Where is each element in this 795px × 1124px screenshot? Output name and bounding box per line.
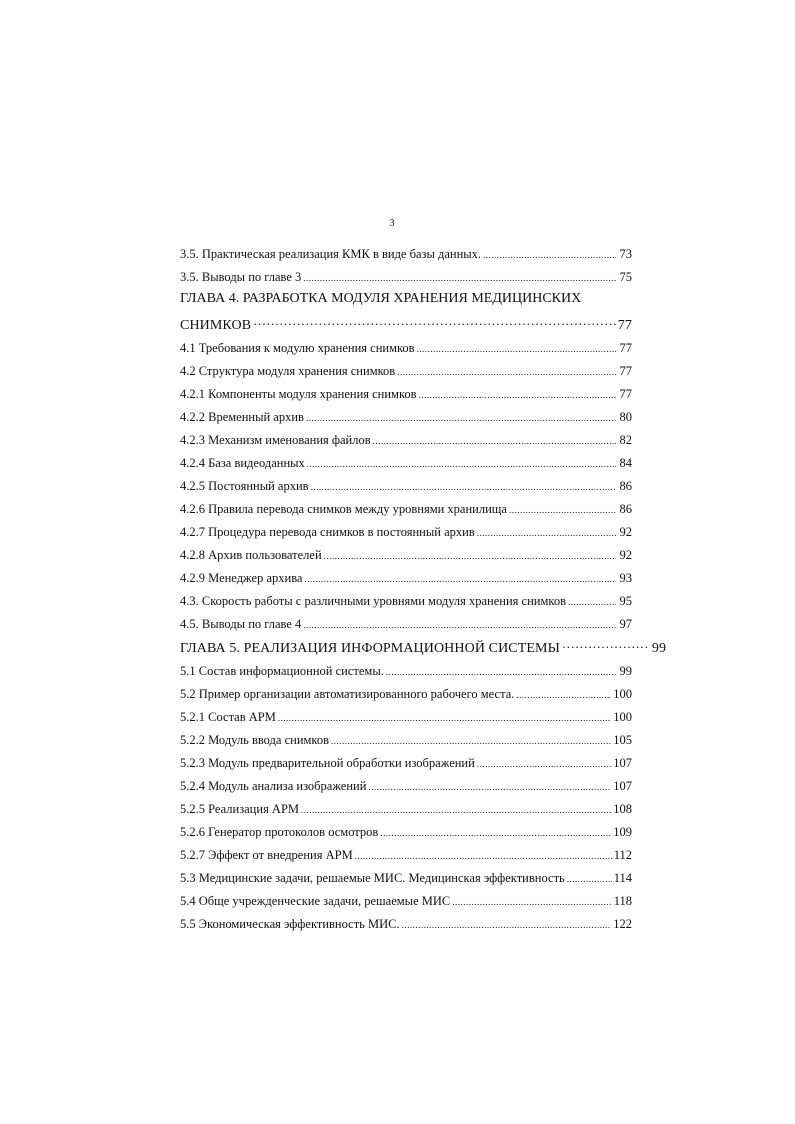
dot-leader	[324, 546, 616, 559]
toc-entry-5-2-6	[180, 823, 632, 846]
toc-entry-label: 5.4 Обще учрежденческие задачи, решаемые МИС	[180, 893, 451, 908]
page-number: 3	[389, 218, 395, 229]
dot-leader	[368, 777, 611, 790]
toc-entry-4-2-8	[180, 546, 632, 569]
toc-chapter-label: СНИМКОВ	[180, 318, 252, 333]
toc-entry-page: 97	[619, 616, 632, 631]
dot-leader	[477, 754, 611, 767]
toc-entry-5-2-5	[180, 800, 632, 823]
toc-entry-page: 80	[619, 409, 632, 424]
toc-entry-page: 99	[651, 641, 667, 656]
toc-chapter-4-heading	[180, 291, 632, 315]
toc-entry-page: 122	[613, 916, 632, 931]
dot-leader	[386, 662, 616, 675]
toc-chapter-4-heading-cont	[180, 315, 632, 339]
toc-entry-label: 4.2.8 Архив пользователей	[180, 547, 322, 562]
dot-leader	[477, 523, 616, 536]
toc-entry-label: 4.2.2 Временный архив	[180, 409, 304, 424]
toc-entry-4-2-5	[180, 477, 632, 500]
dot-leader	[306, 408, 616, 421]
toc-chapter-5-heading	[180, 638, 667, 662]
dot-leader	[483, 245, 616, 258]
toc-entry-4-1	[180, 339, 632, 362]
dot-leader	[452, 892, 611, 905]
toc-entry-page: 99	[619, 663, 632, 678]
toc-entry-label: 4.2.6 Правила перевода снимков между уровнями хранилища	[180, 501, 507, 516]
dot-leader	[311, 477, 616, 490]
toc-entry-page: 112	[613, 847, 632, 862]
toc-entry-label: 5.2.6 Генератор протоколов осмотров	[180, 824, 379, 839]
toc-entry-page: 100	[613, 709, 632, 724]
toc-entry-page: 114	[613, 870, 632, 885]
toc-entry-label: 5.1 Состав информационной системы.	[180, 663, 384, 678]
toc-entry-5-3	[180, 869, 632, 892]
dot-leader	[278, 708, 611, 721]
toc-entry-5-2-3	[180, 754, 632, 777]
toc-entry-4-2-1	[180, 385, 632, 408]
toc-entry-label: 4.5. Выводы по главе 4	[180, 616, 302, 631]
toc-entry-page: 77	[619, 340, 632, 355]
toc-entry-page: 92	[619, 524, 632, 539]
toc-entry-4-2-2	[180, 408, 632, 431]
toc-entry-page: 100	[613, 686, 632, 701]
toc-entry-4-2-4	[180, 454, 632, 477]
dot-leader	[509, 500, 616, 513]
toc-entry-3-5-conclusions	[180, 268, 632, 291]
toc-entry-label: 5.2.4 Модуль анализа изображений	[180, 778, 367, 793]
toc-entry-label: 5.2.1 Состав АРМ	[180, 709, 276, 724]
toc-entry-label: 5.2 Пример организации автоматизированного рабочего места.	[180, 686, 515, 701]
toc-entry-page: 77	[619, 386, 632, 401]
toc-entry-page: 75	[619, 269, 632, 284]
toc-entry-4-2-3	[180, 431, 632, 454]
toc-entry-4-2-6	[180, 500, 632, 523]
toc-entry-page: 84	[619, 455, 632, 470]
toc-entry-4-2-7	[180, 523, 632, 546]
dot-leader	[253, 315, 616, 329]
dot-leader	[567, 869, 612, 882]
toc-entry-page: 92	[619, 547, 632, 562]
table-of-contents	[180, 245, 667, 938]
dot-leader	[402, 915, 612, 928]
toc-entry-label: 5.2.3 Модуль предварительной обработки изображений	[180, 755, 475, 770]
toc-entry-page: 109	[613, 824, 632, 839]
toc-entry-label: 5.2.2 Модуль ввода снимков	[180, 732, 330, 747]
toc-entry-label: 4.2.9 Менеджер архива	[180, 570, 303, 585]
toc-entry-5-5	[180, 915, 632, 938]
toc-entry-page: 82	[619, 432, 632, 447]
toc-entry-5-1	[180, 662, 632, 685]
dot-leader	[562, 638, 650, 652]
dot-leader	[303, 615, 616, 628]
toc-entry-label: 4.2.7 Процедура перевода снимков в постоянный архив	[180, 524, 475, 539]
toc-entry-page: 86	[619, 478, 632, 493]
toc-entry-label: 4.1 Требования к модулю хранения снимков	[180, 340, 415, 355]
toc-entry-label: 4.2.5 Постоянный архив	[180, 478, 309, 493]
dot-leader	[331, 731, 611, 744]
toc-entry-4-5	[180, 615, 632, 638]
toc-entry-label: 5.2.5 Реализация АРМ	[180, 801, 300, 816]
toc-entry-label: 3.5. Выводы по главе 3	[180, 269, 302, 284]
toc-entry-5-2	[180, 685, 632, 708]
dot-leader	[516, 685, 611, 698]
toc-entry-5-4	[180, 892, 632, 915]
toc-entry-label: 4.2 Структура модуля хранения снимков	[180, 363, 396, 378]
toc-entry-page: 118	[613, 893, 632, 908]
dot-leader	[373, 431, 616, 444]
toc-entry-5-2-2	[180, 731, 632, 754]
toc-entry-page: 107	[613, 755, 632, 770]
dot-leader	[304, 569, 616, 582]
dot-leader	[397, 362, 616, 375]
toc-entry-4-2-9	[180, 569, 632, 592]
dot-leader	[568, 592, 616, 605]
dot-leader	[355, 846, 612, 859]
toc-entry-label: 5.5 Экономическая эффективность МИС.	[180, 916, 400, 931]
toc-entry-5-2-1	[180, 708, 632, 731]
toc-entry-label: 4.2.4 База видеоданных	[180, 455, 305, 470]
dot-leader	[419, 385, 616, 398]
toc-entry-page: 77	[617, 318, 632, 333]
dot-leader	[301, 800, 611, 813]
toc-entry-page: 95	[619, 593, 632, 608]
dot-leader	[380, 823, 611, 836]
toc-entry-4-2	[180, 362, 632, 385]
toc-entry-4-3	[180, 592, 632, 615]
toc-entry-page: 77	[619, 363, 632, 378]
toc-entry-page: 108	[613, 801, 632, 816]
toc-entry-5-2-7	[180, 846, 632, 869]
toc-entry-label: 3.5. Практическая реализация КМК в виде базы данных.	[180, 246, 482, 261]
toc-entry-label: 4.2.1 Компоненты модуля хранения снимков	[180, 386, 417, 401]
toc-chapter-label: ГЛАВА 5. РЕАЛИЗАЦИЯ ИНФОРМАЦИОННОЙ СИСТЕМЫ	[180, 641, 560, 656]
toc-entry-page: 86	[619, 501, 632, 516]
toc-entry-label: 5.3 Медицинские задачи, решаемые МИС. Медицинская эффективность	[180, 870, 565, 885]
toc-entry-page: 105	[613, 732, 632, 747]
dot-leader	[417, 339, 616, 352]
dot-leader	[303, 268, 616, 281]
toc-entry-label: 5.2.7 Эффект от внедрения АРМ	[180, 847, 353, 862]
dot-leader	[307, 454, 616, 467]
toc-entry-page: 93	[619, 570, 632, 585]
toc-entry-label: 4.2.3 Механизм именования файлов	[180, 432, 371, 447]
toc-entry-label: 4.3. Скорость работы с различными уровнями модуля хранения снимков	[180, 593, 566, 608]
toc-entry-5-2-4	[180, 777, 632, 800]
toc-entry-page: 107	[613, 778, 632, 793]
toc-chapter-label: ГЛАВА 4. РАЗРАБОТКА МОДУЛЯ ХРАНЕНИЯ МЕДИЦИНСКИХ	[180, 291, 582, 306]
toc-entry-page: 73	[619, 246, 632, 261]
toc-entry-3-5-kmk	[180, 245, 632, 268]
